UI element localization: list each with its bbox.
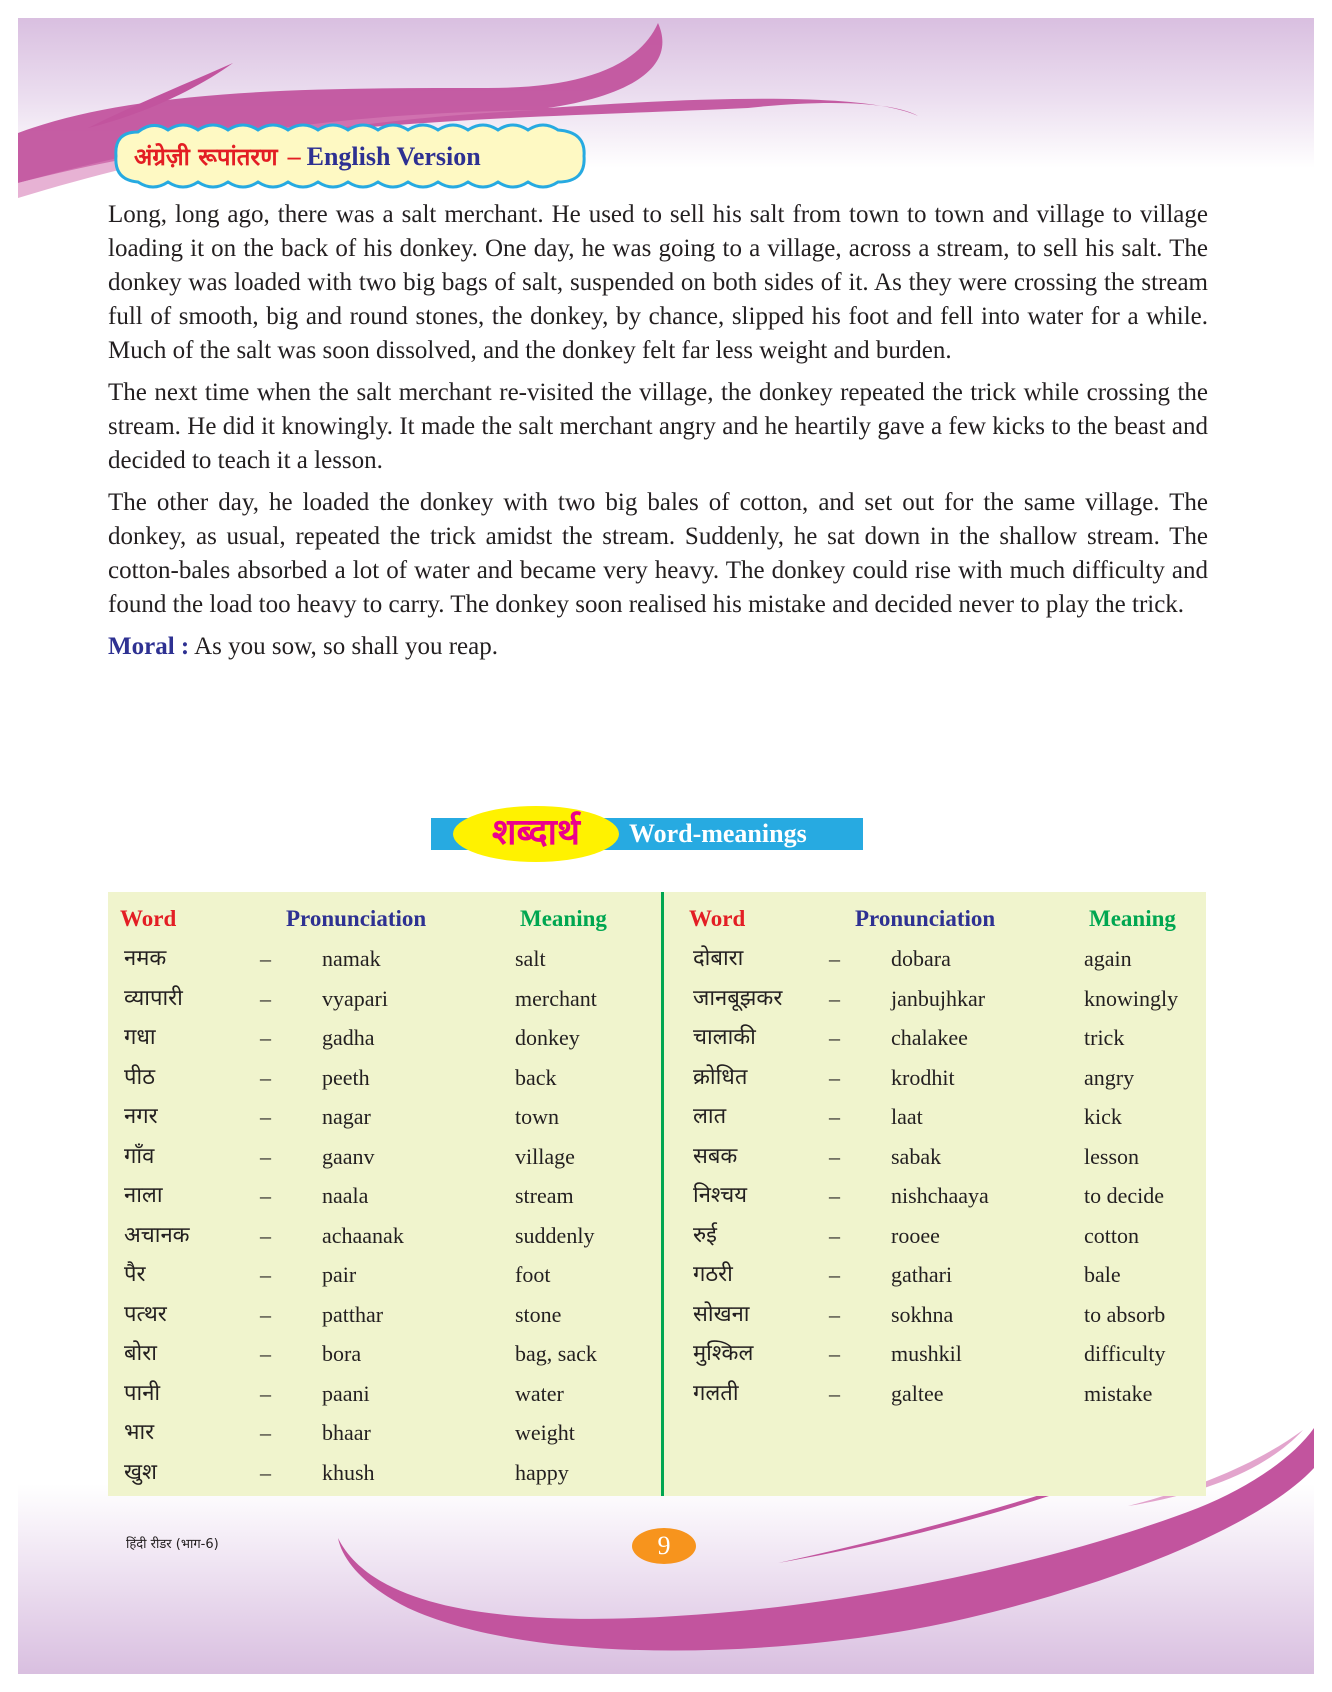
moral-text: As you sow, so shall you reap.: [194, 633, 498, 660]
header-separator: –: [287, 142, 301, 171]
pronunciation: patthar: [322, 1301, 384, 1327]
page-number: 9: [632, 1528, 696, 1564]
hindi-word: गलती: [693, 1380, 739, 1406]
meaning: stone: [515, 1301, 562, 1327]
dash-separator: –: [260, 1025, 271, 1050]
hindi-word: रुई: [693, 1222, 717, 1248]
hindi-word: अचानक: [124, 1222, 190, 1248]
vocabulary-rows-right: [689, 942, 1209, 1416]
story-paragraph: The other day, he loaded the donkey with two big bales of cotton, and set out for the same village. The donkey, as usual, repeated the trick amidst the stream. Suddenly, he sat down in the shallow stream. The cotton-bales absorbed a lot of water and became very heavy. The donkey could rise with much difficulty and found the load too heavy to carry. The donkey soon realised his mistake and decided never to play the trick.: [108, 489, 1208, 618]
pronunciation: mushkil: [891, 1341, 962, 1366]
pronunciation: gathari: [891, 1262, 953, 1287]
word-meanings-english-title: Word-meanings: [629, 819, 807, 848]
meaning: angry: [1084, 1064, 1135, 1090]
table-row: [689, 1021, 1209, 1061]
pronunciation: sokhna: [891, 1301, 954, 1327]
hindi-word: क्रोधित: [693, 1064, 748, 1090]
table-row: [689, 1100, 1209, 1140]
vocabulary-table: [108, 892, 1206, 1496]
hindi-word: सोखना: [693, 1301, 750, 1327]
table-row: [120, 1377, 640, 1417]
dash-separator: –: [829, 1025, 840, 1050]
table-row: [120, 1258, 640, 1298]
dash-separator: –: [829, 985, 840, 1011]
meaning: weight: [515, 1420, 575, 1445]
meaning: salt: [515, 946, 546, 971]
hindi-word: जानबूझकर: [693, 985, 783, 1011]
meaning: stream: [515, 1183, 574, 1208]
dash-separator: –: [829, 1380, 840, 1406]
pronunciation: namak: [322, 946, 381, 971]
hindi-word: पत्थर: [124, 1301, 167, 1327]
hindi-word: गठरी: [693, 1262, 733, 1287]
pronunciation: khush: [322, 1459, 375, 1485]
pronunciation: galtee: [891, 1380, 944, 1406]
header-meaning: Meaning: [1089, 906, 1176, 931]
hindi-word: पैर: [124, 1262, 146, 1287]
table-row: [120, 1061, 640, 1101]
dash-separator: –: [829, 1262, 840, 1287]
meaning: village: [515, 1143, 575, 1169]
hindi-word: भार: [124, 1420, 155, 1445]
table-row: [689, 982, 1209, 1022]
hindi-word: गाँव: [124, 1143, 155, 1169]
pronunciation: dobara: [891, 946, 951, 971]
table-row: [120, 1337, 640, 1377]
hindi-word: लात: [693, 1104, 727, 1129]
meaning: kick: [1084, 1104, 1122, 1129]
dash-separator: –: [260, 985, 271, 1011]
column-divider: [661, 892, 664, 1496]
table-row: [120, 1021, 640, 1061]
table-row: [689, 1258, 1209, 1298]
pronunciation: laat: [891, 1104, 923, 1129]
hindi-word: दोबारा: [693, 946, 744, 971]
dash-separator: –: [260, 1262, 271, 1287]
dash-separator: –: [260, 1420, 271, 1445]
table-row: [120, 1219, 640, 1259]
hindi-word: मुश्किल: [693, 1341, 754, 1366]
vocabulary-rows-left: [120, 942, 640, 1495]
table-row: [120, 1100, 640, 1140]
section-header-badge: [108, 118, 592, 194]
meaning: happy: [515, 1459, 569, 1485]
pronunciation: janbujhkar: [891, 985, 986, 1011]
dash-separator: –: [829, 946, 840, 971]
word-meanings-title: [431, 806, 863, 862]
moral-line: [108, 630, 1208, 664]
pronunciation: bora: [322, 1341, 362, 1366]
dash-separator: –: [260, 1341, 271, 1366]
hindi-word: सबक: [693, 1143, 738, 1169]
meaning: again: [1084, 946, 1132, 971]
hindi-word: चालाकी: [693, 1025, 756, 1050]
story-paragraph: Long, long ago, there was a salt merchant. He used to sell his salt from town to town and village to village loading it on the back of his donkey. One day, he was going to a village, across a stream, to sell his salt. The donkey was loaded with two big bags of salt, suspended on both sides of it. As they were crossing the stream full of smooth, big and round stones, the donkey, by chance, slipped his foot and fell into water for a while. Much of the salt was soon dissolved, and the donkey felt far less weight and burden.: [108, 201, 1208, 364]
dash-separator: –: [260, 1143, 271, 1169]
pronunciation: nagar: [322, 1104, 371, 1129]
pronunciation: rooee: [891, 1222, 940, 1248]
dash-separator: –: [829, 1341, 840, 1366]
dash-separator: –: [829, 1143, 840, 1169]
moral-label: Moral :: [108, 633, 190, 660]
table-row: [120, 1416, 640, 1456]
dash-separator: –: [260, 1380, 271, 1406]
meaning: foot: [515, 1262, 551, 1287]
header-pronunciation: Pronunciation: [855, 906, 996, 931]
table-row: [120, 1456, 640, 1496]
meaning: donkey: [515, 1025, 580, 1050]
dash-separator: –: [829, 1064, 840, 1090]
meaning: trick: [1084, 1025, 1125, 1050]
dash-separator: –: [829, 1104, 840, 1129]
table-row: [689, 1140, 1209, 1180]
table-row: [120, 1298, 640, 1338]
dash-separator: –: [260, 1183, 271, 1208]
hindi-word: नाला: [124, 1183, 163, 1208]
table-row: [120, 942, 640, 982]
meaning: town: [515, 1104, 559, 1129]
footer-book-title: हिंदी रीडर (भाग-6): [126, 1537, 219, 1552]
meaning: water: [515, 1380, 564, 1406]
pronunciation: peeth: [322, 1064, 370, 1090]
pronunciation: pair: [322, 1262, 357, 1287]
pronunciation: sabak: [891, 1143, 942, 1169]
dash-separator: –: [260, 1104, 271, 1129]
table-row: [689, 1377, 1209, 1417]
table-row: [120, 1140, 640, 1180]
table-row: [689, 1061, 1209, 1101]
table-row: [689, 1219, 1209, 1259]
dash-separator: –: [829, 1222, 840, 1248]
dash-separator: –: [260, 1459, 271, 1485]
meaning: back: [515, 1064, 557, 1090]
header-pronunciation: Pronunciation: [286, 906, 427, 931]
table-row: [689, 942, 1209, 982]
meaning: lesson: [1084, 1143, 1139, 1169]
pronunciation: gadha: [322, 1025, 375, 1050]
pronunciation: achaanak: [322, 1222, 404, 1248]
hindi-word: गधा: [124, 1025, 156, 1050]
header-hindi-title: अंग्रेज़ी रूपांतरण: [134, 143, 278, 171]
meaning: mistake: [1084, 1380, 1153, 1406]
header-word: Word: [120, 906, 177, 931]
pronunciation: bhaar: [322, 1420, 371, 1445]
dash-separator: –: [260, 1301, 271, 1327]
dash-separator: –: [829, 1301, 840, 1327]
meaning: to absorb: [1084, 1301, 1166, 1327]
table-row: [689, 1298, 1209, 1338]
meaning: suddenly: [515, 1222, 595, 1248]
meaning: difficulty: [1084, 1341, 1166, 1366]
hindi-word: पीठ: [124, 1064, 155, 1090]
table-row: [689, 1179, 1209, 1219]
header-english-title: English Version: [306, 142, 481, 171]
hindi-word: निश्चय: [693, 1183, 747, 1208]
hindi-word: व्यापारी: [124, 985, 183, 1011]
pronunciation: krodhit: [891, 1064, 955, 1090]
meaning: merchant: [515, 985, 597, 1011]
hindi-word: बोरा: [124, 1341, 157, 1366]
dash-separator: –: [260, 946, 271, 971]
story-paragraph: The next time when the salt merchant re-visited the village, the donkey repeated the trick while crossing the stream. He did it knowingly. It made the salt merchant angry and he heartily gave a few kicks to the beast and decided to teach it a lesson.: [108, 379, 1208, 474]
dash-separator: –: [829, 1183, 840, 1208]
table-row: [120, 1179, 640, 1219]
dash-separator: –: [260, 1064, 271, 1090]
pronunciation: paani: [322, 1380, 370, 1406]
hindi-word: नमक: [124, 946, 167, 971]
meaning: to decide: [1084, 1183, 1165, 1208]
pronunciation: naala: [322, 1183, 369, 1208]
dash-separator: –: [260, 1222, 271, 1248]
meaning: bag, sack: [515, 1341, 597, 1366]
hindi-word: खुश: [124, 1459, 157, 1485]
pronunciation: gaanv: [322, 1143, 375, 1169]
meaning: bale: [1084, 1262, 1121, 1287]
hindi-word: पानी: [124, 1380, 161, 1406]
header-word: Word: [689, 906, 746, 931]
table-row: [689, 1337, 1209, 1377]
pronunciation: vyapari: [322, 985, 388, 1011]
pronunciation: nishchaaya: [891, 1183, 989, 1208]
word-meanings-hindi-title: शब्दार्थ: [492, 812, 580, 853]
story-text: [108, 198, 1208, 672]
meaning: knowingly: [1084, 985, 1179, 1011]
table-row: [120, 982, 640, 1022]
header-meaning: Meaning: [520, 906, 607, 931]
pronunciation: chalakee: [891, 1025, 968, 1050]
meaning: cotton: [1084, 1222, 1139, 1248]
hindi-word: नगर: [124, 1104, 158, 1129]
